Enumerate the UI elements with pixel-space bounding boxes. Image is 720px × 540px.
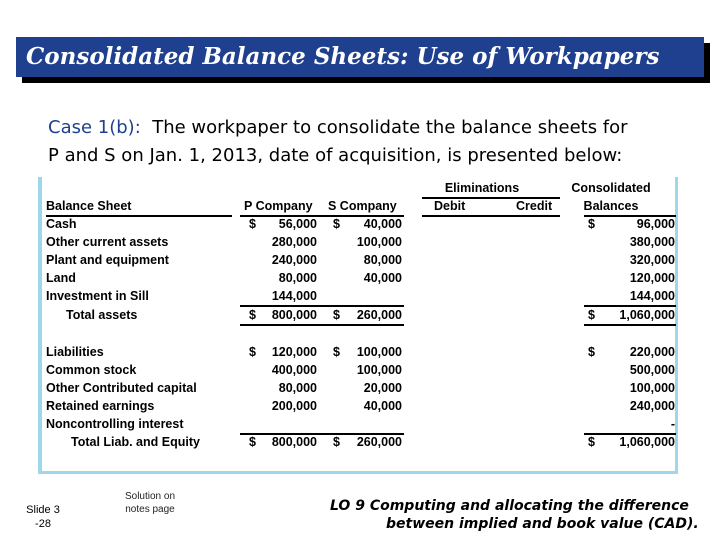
row-label: Common stock: [46, 363, 137, 377]
consolidated-value: 96,000: [636, 217, 675, 231]
lo-line2: between implied and book value (CAD).: [386, 516, 699, 532]
row-label: Total Liab. and Equity: [71, 435, 200, 449]
p-company-value: 400,000: [271, 363, 317, 377]
row-label: Plant and equipment: [46, 253, 169, 267]
total-liab-rule-top-companies: [240, 433, 404, 435]
learning-objective: [330, 497, 699, 532]
consolidated-value: 220,000: [629, 345, 675, 359]
row-label: Cash: [46, 217, 77, 231]
s-company-dollar: $: [333, 308, 340, 322]
case-text-line2: P and S on Jan. 1, 2013, date of acquisition, is presented below:: [48, 145, 623, 166]
s-company-value: 100,000: [356, 235, 402, 249]
case-description: [48, 114, 628, 166]
s-company-value: 20,000: [363, 381, 402, 395]
consolidated-dollar: $: [588, 345, 595, 359]
header-balances: Balances: [583, 199, 639, 213]
notes-reference: [118, 490, 182, 516]
header-p-company: P Company: [244, 199, 313, 213]
lo-line1: LO 9 Computing and allocating the difference: [330, 498, 689, 514]
header-consolidated: Consolidated: [571, 181, 651, 195]
s-company-value: 260,000: [356, 435, 402, 449]
p-company-value: 280,000: [271, 235, 317, 249]
p-company-value: 120,000: [271, 345, 317, 359]
consolidation-workpaper: [38, 177, 678, 474]
header-eliminations: Eliminations: [444, 181, 520, 195]
row-label: Other current assets: [46, 235, 169, 249]
consolidated-value: 1,060,000: [619, 435, 675, 449]
p-company-value: 800,000: [271, 308, 317, 322]
consolidated-value: 1,060,000: [619, 308, 675, 322]
s-company-value: 100,000: [356, 363, 402, 377]
case-text-line1: The workpaper to consolidate the balance sheets for: [152, 117, 628, 138]
s-company-value: 260,000: [356, 308, 402, 322]
consolidated-dollar: $: [588, 308, 595, 322]
total-liab-rule-top-consolidated: [584, 433, 676, 435]
row-label: Other Contributed capital: [46, 381, 197, 395]
consolidated-value: 100,000: [629, 381, 675, 395]
p-company-dollar: $: [249, 217, 256, 231]
row-label: Investment in Sill: [46, 289, 149, 303]
p-company-value: 80,000: [278, 381, 317, 395]
p-company-value: 240,000: [271, 253, 317, 267]
p-company-dollar: $: [249, 308, 256, 322]
s-company-value: 40,000: [363, 399, 402, 413]
p-company-value: 200,000: [271, 399, 317, 413]
s-company-dollar: $: [333, 435, 340, 449]
slide-number-line2: -28: [35, 518, 51, 530]
row-label: Total assets: [66, 308, 138, 322]
p-company-dollar: $: [249, 435, 256, 449]
row-label: Noncontrolling interest: [46, 417, 184, 431]
row-label: Retained earnings: [46, 399, 155, 413]
row-label: Liabilities: [46, 345, 104, 359]
p-company-value: 800,000: [271, 435, 317, 449]
p-company-dollar: $: [249, 345, 256, 359]
consolidated-value: -: [670, 417, 675, 431]
total-assets-rule-top-consolidated: [584, 305, 676, 307]
consolidated-value: 380,000: [629, 235, 675, 249]
consolidated-value: 240,000: [629, 399, 675, 413]
s-company-value: 100,000: [356, 345, 402, 359]
consolidated-value: 500,000: [629, 363, 675, 377]
note-line2: notes page: [125, 504, 175, 515]
header-s-company: S Company: [328, 199, 397, 213]
header-credit: Credit: [516, 199, 553, 213]
header-balance-sheet: Balance Sheet: [46, 199, 132, 213]
s-company-dollar: $: [333, 345, 340, 359]
header-debit: Debit: [434, 199, 466, 213]
consolidated-dollar: $: [588, 217, 595, 231]
consolidated-value: 144,000: [629, 289, 675, 303]
slide-number: [18, 503, 68, 531]
p-company-value: 144,000: [271, 289, 317, 303]
p-company-value: 80,000: [278, 271, 317, 285]
note-line1: Solution on: [124, 491, 176, 502]
consolidated-dollar: $: [588, 435, 595, 449]
total-assets-rule-bottom-consolidated: [584, 324, 676, 326]
s-company-value: 80,000: [363, 253, 402, 267]
header-rule-eliminations: [422, 197, 560, 199]
header-rule-debit-credit: [422, 215, 560, 217]
slide-title: Consolidated Balance Sheets: Use of Workpapers: [16, 37, 704, 77]
s-company-value: 40,000: [363, 217, 402, 231]
consolidated-value: 120,000: [629, 271, 675, 285]
slide-number-line1: Slide 3: [26, 504, 60, 516]
total-assets-rule-top-companies: [240, 305, 404, 307]
p-company-value: 56,000: [278, 217, 317, 231]
s-company-value: 40,000: [363, 271, 402, 285]
total-assets-rule-bottom-companies: [240, 324, 404, 326]
s-company-dollar: $: [333, 217, 340, 231]
row-label: Land: [46, 271, 76, 285]
case-label: Case 1(b):: [48, 117, 141, 138]
consolidated-value: 320,000: [629, 253, 675, 267]
